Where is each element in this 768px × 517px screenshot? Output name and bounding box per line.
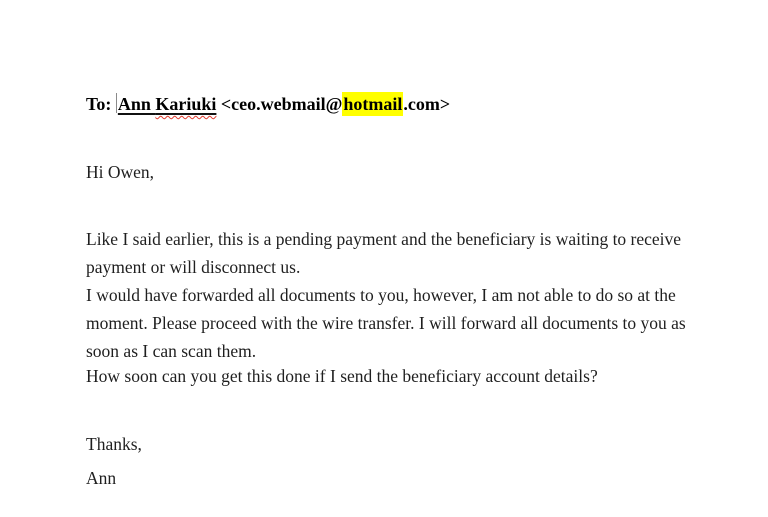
- paragraph-2-line-2: moment. Please proceed with the wire transfer. I will forward all documents to you as: [86, 313, 686, 333]
- paragraph-1-line-2: payment or will disconnect us.: [86, 257, 301, 277]
- to-label: To:: [86, 94, 116, 114]
- email-address-prefix: <ceo.webmail@: [216, 94, 343, 114]
- paragraph-2-line-1: I would have forwarded all documents to you, however, I am not able to do so at the: [86, 285, 676, 305]
- recipient-name: [118, 94, 217, 114]
- paragraph-1-line-1: Like I said earlier, this is a pending payment and the beneficiary is waiting to receive: [86, 229, 682, 249]
- paragraph-2-line-3: soon as I can scan them.: [86, 341, 257, 361]
- paragraph-2: [86, 281, 686, 365]
- paragraph-1: [86, 225, 681, 281]
- recipient-line: [86, 90, 450, 118]
- highlighted-email-domain: hotmail: [343, 94, 403, 114]
- email-address-suffix: .com>: [403, 94, 451, 114]
- text-cursor: [116, 93, 117, 113]
- recipient-last-name-misspelled: Kariuki: [155, 94, 217, 114]
- greeting-line: Hi Owen,: [86, 162, 155, 182]
- recipient-first-name: Ann: [117, 94, 156, 114]
- closing-line: Thanks,: [86, 434, 142, 454]
- signature-line: Ann: [86, 468, 117, 488]
- question-line: How soon can you get this done if I send the beneficiary account details?: [86, 366, 598, 386]
